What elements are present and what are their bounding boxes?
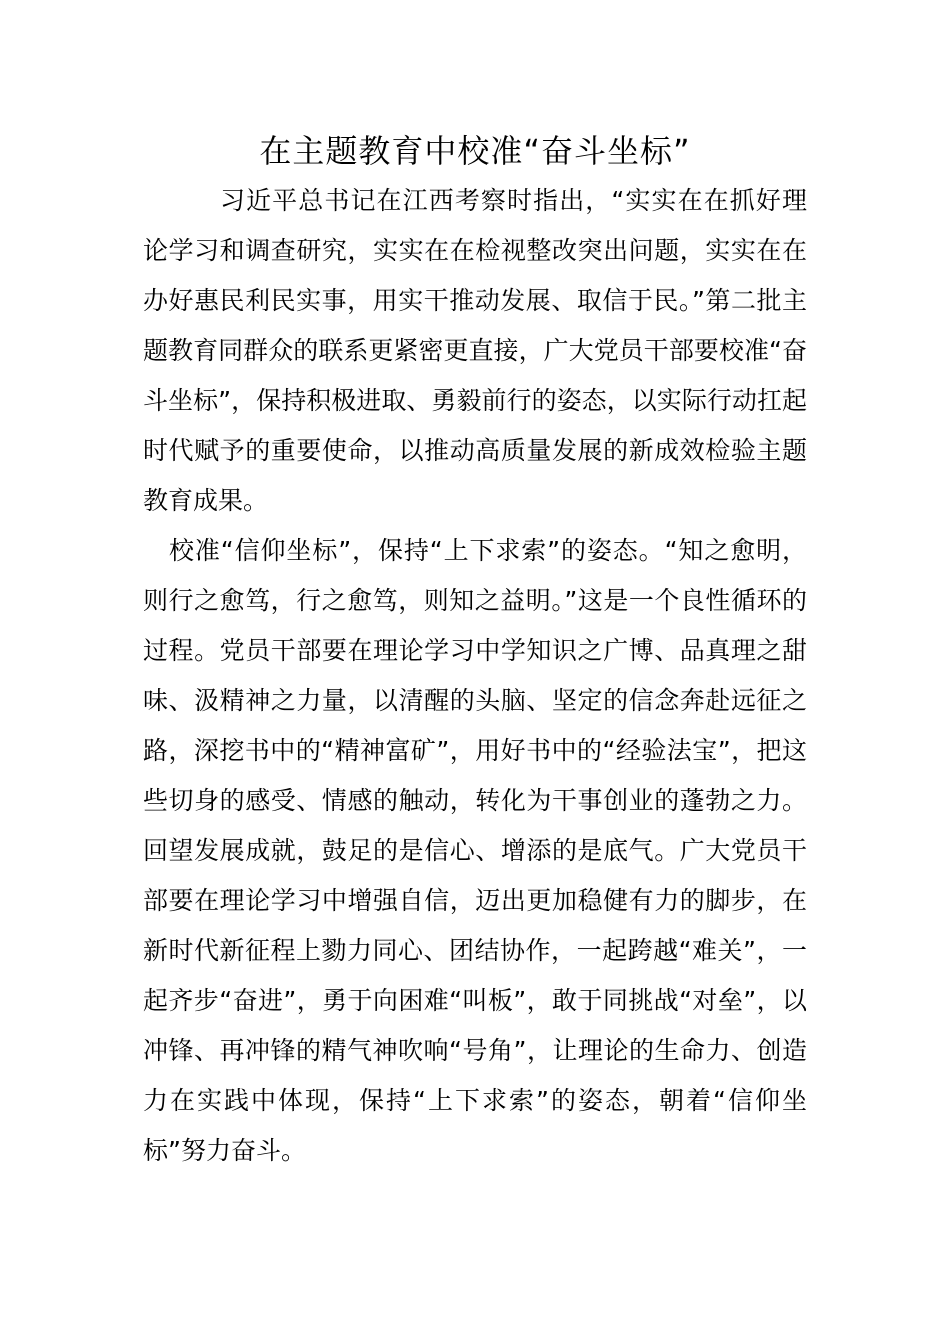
document-title: 在主题教育中校准“奋斗坐标” xyxy=(259,132,691,170)
paragraph-faith-coordinate: 校准“信仰坐标”，保持“上下求索”的姿态。“知之愈明，则行之愈笃，行之愈笃，则知之益明。”这是一个良性循环的过程。党员干部要在理论学习中学知识之广博、品真理之甜味、汲精神之力量，以清醒的头脑、坚定的信念奔赴远征之路，深挖书中的“精神富矿”，用好书中的“经验法宝”，把这些切身的感受、情感的触动，转化为干事创业的蓬勃之力。回望发展成就，鼓足的是信心、增添的是底气。广大党员干部要在理论学习中增强自信，迈出更加稳健有力的脚步，在新时代新征程上勠力同心、团结协作，一起跨越“难关”，一起齐步“奋进”，勇于向困难“叫板”，敢于同挑战“对垒”，以冲锋、再冲锋的精气神吹响“号角”，让理论的生命力、创造力在实践中体现，保持“上下求索”的姿态，朝着“信仰坐标”努力奋斗。 xyxy=(143,536,807,1165)
paragraph-intro: 习近平总书记在江西考察时指出，“实实在在抓好理论学习和调查研究，实实在在检视整改突出问题，实实在在办好惠民利民实事，用实干推动发展、取信于民。”第二批主题教育同群众的联系更紧密更直接，广大党员干部要校准“奋斗坐标”，保持积极进取、勇毅前行的姿态，以实际行动扛起时代赋予的重要使命，以推动高质量发展的新成效检验主题教育成果。 xyxy=(143,186,807,515)
document-body xyxy=(143,176,807,1176)
